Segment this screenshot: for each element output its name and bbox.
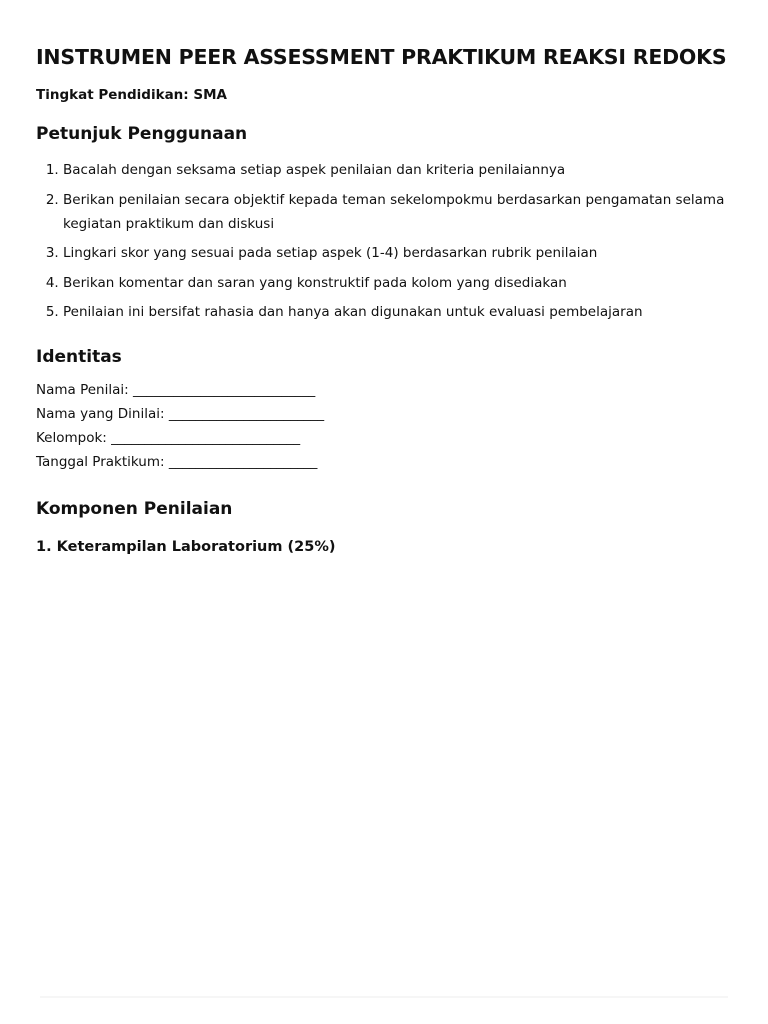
identity-heading: Identitas — [36, 347, 122, 367]
page-bottom-divider — [40, 996, 728, 998]
instruction-item: 1. Bacalah dengan seksama setiap aspek penilaian dan kriteria penilaiannya — [63, 158, 736, 182]
instructions-list — [36, 158, 736, 324]
lab-skills-heading: 1. Keterampilan Laboratorium (25%) — [36, 539, 336, 555]
instructions-heading: Petunjuk Penggunaan — [36, 124, 248, 144]
instruction-item: 2. Berikan penilaian secara objektif kepada teman sekelompokmu berdasarkan pengamatan selama kegiatan praktikum dan diskusi — [63, 188, 736, 236]
identity-fields — [36, 378, 736, 474]
assessor-name-field: Nama Penilai: ___________________________ — [36, 382, 316, 398]
components-heading: Komponen Penilaian — [36, 499, 233, 519]
instruction-item: 5. Penilaian ini bersifat rahasia dan hanya akan digunakan untuk evaluasi pembelajaran — [63, 300, 736, 324]
instruction-item: 4. Berikan komentar dan saran yang konstruktif pada kolom yang disediakan — [63, 271, 736, 295]
practicum-date-field: Tanggal Praktikum: ______________________ — [36, 454, 318, 470]
document-page — [36, 40, 736, 559]
document-title: INSTRUMEN PEER ASSESSMENT PRAKTIKUM REAKSI REDOKS — [36, 45, 727, 69]
assessed-name-field: Nama yang Dinilai: _______________________ — [36, 406, 325, 422]
education-level: Tingkat Pendidikan: SMA — [36, 87, 227, 103]
group-field: Kelompok: ____________________________ — [36, 430, 301, 446]
instruction-item: 3. Lingkari skor yang sesuai pada setiap aspek (1-4) berdasarkan rubrik penilaian — [63, 241, 736, 265]
